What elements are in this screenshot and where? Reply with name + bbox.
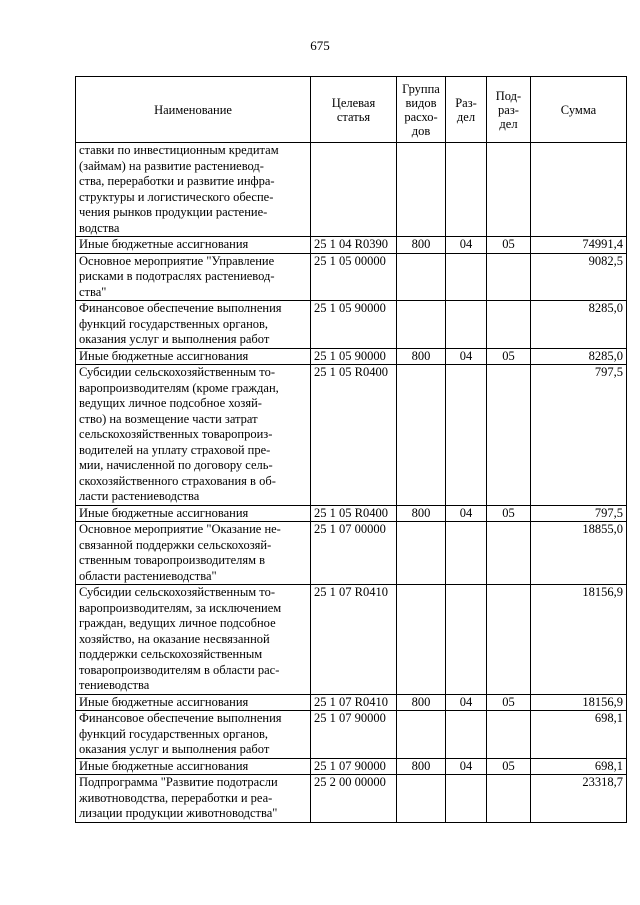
cell-section — [446, 301, 487, 349]
cell-subsection: 05 — [487, 758, 531, 775]
cell-name — [76, 585, 311, 695]
cell-group: 800 — [397, 237, 446, 254]
cell-sum: 8285,0 — [531, 348, 627, 365]
cell-sum: 797,5 — [531, 505, 627, 522]
cell-name-line: чения рынков продукции растение- — [79, 205, 268, 219]
cell-code: 25 1 05 00000 — [311, 253, 397, 301]
table-row — [76, 143, 627, 237]
cell-group: 800 — [397, 348, 446, 365]
cell-name-line: Иные бюджетные ассигнования — [79, 237, 249, 251]
cell-name — [76, 711, 311, 759]
table-row — [76, 585, 627, 695]
cell-name-line: скохозяйственного страхования в об- — [79, 473, 276, 488]
header-subsection: Под- раз- дел — [487, 77, 531, 143]
header-code: Целевая статья — [311, 77, 397, 143]
table-row — [76, 237, 627, 254]
cell-name-line: Финансовое обеспечение выполнения — [79, 301, 282, 315]
cell-subsection — [487, 253, 531, 301]
cell-name — [76, 253, 311, 301]
cell-name-line: водства — [79, 220, 120, 235]
cell-name-line: Субсидии сельскохозяйственным то- — [79, 365, 275, 379]
cell-name-line: Иные бюджетные ассигнования — [79, 758, 249, 773]
budget-table — [75, 76, 627, 823]
cell-name-line: Иные бюджетные ассигнования — [79, 694, 249, 709]
cell-subsection — [487, 711, 531, 759]
cell-name-line: ственным товаропроизводителям в — [79, 553, 266, 567]
cell-name — [76, 505, 311, 522]
cell-group — [397, 775, 446, 823]
cell-name — [76, 143, 311, 237]
cell-code: 25 1 05 R0400 — [311, 365, 397, 506]
cell-name-line: ведущих личное подсобное хозяй- — [79, 396, 262, 410]
table-header — [76, 77, 627, 143]
header-section: Раз- дел — [446, 77, 487, 143]
cell-name-line: поддержки сельскохозяйственным — [79, 647, 263, 661]
cell-name — [76, 301, 311, 349]
cell-code: 25 1 05 R0400 — [311, 505, 397, 522]
cell-group — [397, 253, 446, 301]
cell-name-line: Иные бюджетные ассигнования — [79, 348, 249, 363]
header-name: Наименование — [76, 77, 311, 143]
cell-subsection — [487, 775, 531, 823]
table-row — [76, 694, 627, 711]
cell-name-line: Подпрограмма "Развитие подотрасли — [79, 775, 278, 789]
cell-name-line: (займам) на развитие растениевод- — [79, 158, 264, 173]
cell-sum: 698,1 — [531, 711, 627, 759]
cell-name-line: товаропроизводителям в области рас- — [79, 662, 280, 677]
cell-name-line: структуры и логистического обеспе- — [79, 189, 274, 204]
cell-name-line: Субсидии сельскохозяйственным то- — [79, 585, 275, 599]
cell-name-line: лизации продукции животноводства" — [79, 806, 278, 820]
header-group: Группа видов расхо- дов — [397, 77, 446, 143]
cell-subsection — [487, 365, 531, 506]
cell-name — [76, 775, 311, 823]
header-sum: Сумма — [531, 77, 627, 143]
cell-name-line: граждан, ведущих личное подсобное — [79, 616, 276, 630]
cell-section — [446, 585, 487, 695]
cell-name — [76, 365, 311, 506]
cell-code: 25 1 07 90000 — [311, 711, 397, 759]
cell-code: 25 1 05 90000 — [311, 301, 397, 349]
cell-name-line: ласти растениеводства — [79, 489, 200, 503]
cell-section — [446, 711, 487, 759]
cell-code — [311, 143, 397, 237]
table-row — [76, 775, 627, 823]
cell-subsection — [487, 585, 531, 695]
cell-sum: 18855,0 — [531, 522, 627, 585]
cell-name-line: функций государственных органов, — [79, 726, 269, 741]
cell-group — [397, 522, 446, 585]
cell-group — [397, 365, 446, 506]
cell-code: 25 1 04 R0390 — [311, 237, 397, 254]
cell-name-line: ставки по инвестиционным кредитам — [79, 143, 279, 157]
cell-sum — [531, 143, 627, 237]
cell-sum: 18156,9 — [531, 694, 627, 711]
table-row — [76, 711, 627, 759]
cell-sum: 797,5 — [531, 365, 627, 506]
table-row — [76, 253, 627, 301]
cell-group: 800 — [397, 758, 446, 775]
cell-name-line: рисками в подотраслях растениевод- — [79, 269, 275, 283]
cell-name-line: животноводства, переработки и реа- — [79, 790, 273, 805]
cell-name-line: варопроизводителям, за исключением — [79, 600, 282, 615]
cell-name-line: Основное мероприятие "Управление — [79, 253, 275, 268]
table-row — [76, 365, 627, 506]
cell-sum: 698,1 — [531, 758, 627, 775]
cell-code: 25 1 07 90000 — [311, 758, 397, 775]
cell-name-line: Основное мероприятие "Оказание не- — [79, 522, 281, 536]
cell-subsection: 05 — [487, 237, 531, 254]
cell-section: 04 — [446, 505, 487, 522]
cell-name-line: функций государственных органов, — [79, 316, 269, 331]
cell-subsection: 05 — [487, 348, 531, 365]
cell-section — [446, 253, 487, 301]
cell-code: 25 1 07 00000 — [311, 522, 397, 585]
cell-name-line: оказания услуг и выполнения работ — [79, 742, 270, 756]
cell-name-line: хозяйство, на оказание несвязанной — [79, 631, 270, 646]
table-row — [76, 301, 627, 349]
cell-section — [446, 522, 487, 585]
cell-name-line: мии, начисленной по договору сель- — [79, 458, 273, 472]
cell-name-line: варопроизводителям (кроме граждан, — [79, 380, 279, 395]
cell-name — [76, 694, 311, 711]
table-row — [76, 522, 627, 585]
cell-name-line: Иные бюджетные ассигнования — [79, 505, 249, 520]
cell-group — [397, 585, 446, 695]
cell-name — [76, 237, 311, 254]
page-number: 675 — [310, 38, 330, 53]
cell-name-line: связанной поддержки сельскохозяй- — [79, 537, 272, 552]
cell-group: 800 — [397, 694, 446, 711]
cell-sum: 23318,7 — [531, 775, 627, 823]
table-row — [76, 505, 627, 522]
cell-name-line: ство) на возмещение части затрат — [79, 411, 258, 426]
cell-section — [446, 365, 487, 506]
cell-name-line: области растениеводства" — [79, 568, 217, 583]
cell-section: 04 — [446, 348, 487, 365]
cell-group — [397, 711, 446, 759]
cell-section: 04 — [446, 237, 487, 254]
cell-name-line: ства, переработки и развитие инфра- — [79, 174, 275, 188]
cell-code: 25 1 07 R0410 — [311, 694, 397, 711]
cell-sum: 8285,0 — [531, 301, 627, 349]
cell-section: 04 — [446, 758, 487, 775]
cell-section — [446, 143, 487, 237]
cell-name-line: тениеводства — [79, 678, 150, 692]
cell-sum: 74991,4 — [531, 237, 627, 254]
cell-section — [446, 775, 487, 823]
cell-sum: 18156,9 — [531, 585, 627, 695]
cell-group: 800 — [397, 505, 446, 522]
cell-name-line: Финансовое обеспечение выполнения — [79, 711, 282, 725]
cell-subsection — [487, 301, 531, 349]
cell-code: 25 1 05 90000 — [311, 348, 397, 365]
cell-section: 04 — [446, 694, 487, 711]
cell-group — [397, 143, 446, 237]
cell-group — [397, 301, 446, 349]
table-body — [76, 143, 627, 823]
cell-subsection — [487, 522, 531, 585]
cell-subsection: 05 — [487, 505, 531, 522]
cell-name-line: водителей на уплату страховой пре- — [79, 442, 271, 457]
table-row — [76, 758, 627, 775]
cell-subsection — [487, 143, 531, 237]
cell-name-line: ства" — [79, 284, 107, 299]
cell-code: 25 2 00 00000 — [311, 775, 397, 823]
cell-name — [76, 758, 311, 775]
cell-code: 25 1 07 R0410 — [311, 585, 397, 695]
cell-name-line: оказания услуг и выполнения работ — [79, 332, 270, 346]
cell-name-line: сельскохозяйственных товаропроиз- — [79, 427, 273, 441]
cell-subsection: 05 — [487, 694, 531, 711]
cell-name — [76, 348, 311, 365]
cell-sum: 9082,5 — [531, 253, 627, 301]
cell-name — [76, 522, 311, 585]
table-row — [76, 348, 627, 365]
